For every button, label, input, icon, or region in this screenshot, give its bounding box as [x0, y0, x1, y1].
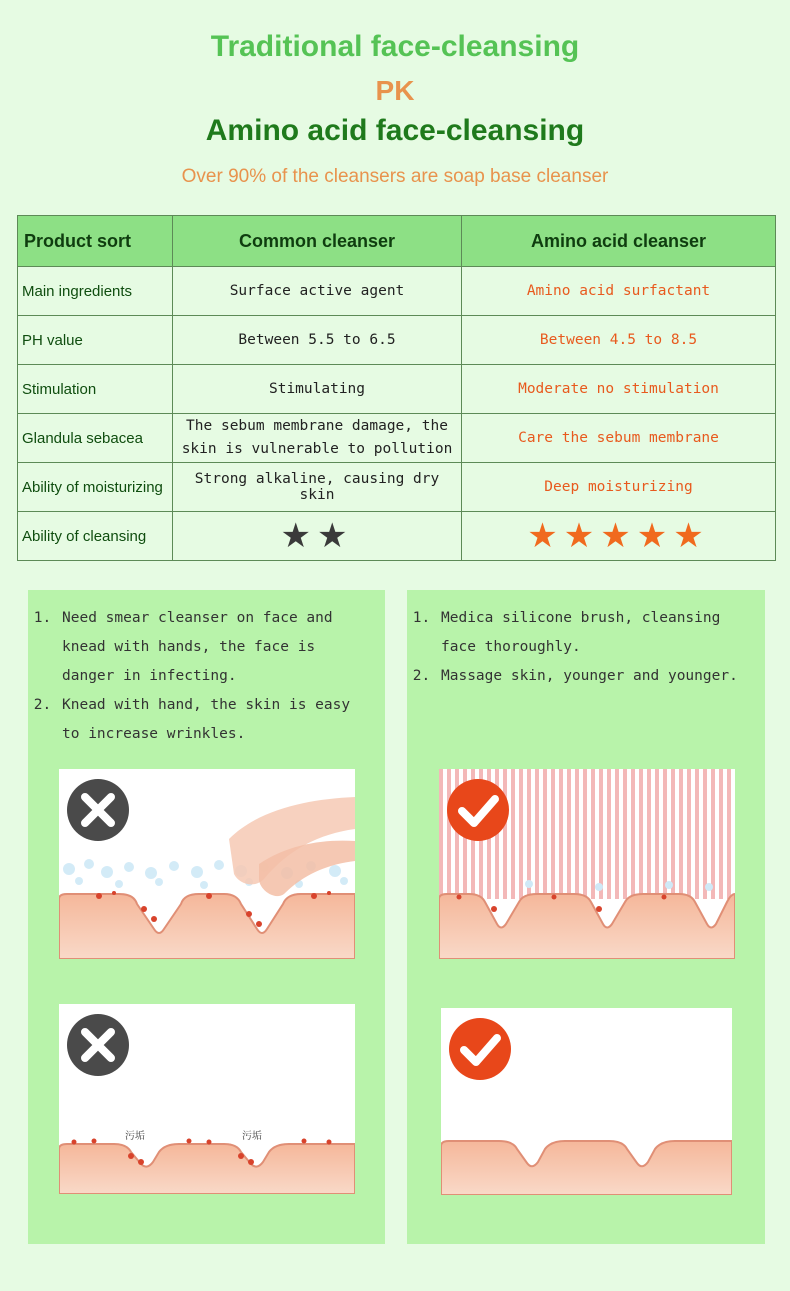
amino-value: Moderate no stimulation [462, 365, 776, 414]
residue-skin-illustration [59, 1004, 355, 1194]
list-item: 1. Medica silicone brush, cleansing face thoroughly. [439, 604, 755, 662]
header-amino-cleanser: Amino acid cleanser [462, 216, 776, 267]
traditional-method-list [28, 590, 385, 749]
star-icon: ★ [563, 517, 601, 555]
amino-method-panel [407, 590, 765, 1244]
amino-star-rating [462, 512, 776, 561]
table-row [18, 463, 776, 512]
list-item: 2. Knead with hand, the skin is easy to increase wrinkles. [60, 691, 375, 749]
title-line-3: Amino acid face-cleansing [205, 114, 585, 147]
dirt-label: 污垢 [242, 1131, 262, 1142]
table-row [18, 512, 776, 561]
star-icon: ★ [280, 517, 317, 555]
row-label: Ability of cleansing [18, 512, 173, 561]
row-label: Stimulation [18, 365, 173, 414]
amino-value: Care the sebum membrane [462, 414, 776, 463]
check-icon [449, 1018, 511, 1080]
star-icon: ★ [317, 517, 354, 555]
row-label: Main ingredients [18, 267, 173, 316]
amino-value: Between 4.5 to 8.5 [462, 316, 776, 365]
common-value: Strong alkaline, causing dry skin [173, 463, 462, 512]
star-icon: ★ [600, 517, 637, 555]
title-pk: PK [375, 75, 415, 106]
list-item: 1. Need smear cleanser on face and knead with hands, the face is danger in infecting. [60, 604, 375, 691]
amino-value: Amino acid surfactant [462, 267, 776, 316]
common-value: Stimulating [173, 365, 462, 414]
header-common-cleanser: Common cleanser [173, 216, 462, 267]
common-star-rating [173, 512, 462, 561]
table-row [18, 365, 776, 414]
cross-icon [67, 779, 129, 841]
star-icon: ★ [636, 517, 674, 555]
table-row [18, 267, 776, 316]
clean-skin-illustration [441, 1008, 732, 1195]
traditional-method-panel [28, 590, 385, 1244]
star-icon: ★ [673, 517, 710, 555]
subtitle: Over 90% of the cleansers are soap base cleanser [181, 166, 609, 187]
kneading-skin-illustration [59, 769, 355, 959]
row-label: PH value [18, 316, 173, 365]
star-icon: ★ [527, 517, 564, 555]
row-label: Ability of moisturizing [18, 463, 173, 512]
brush-cleansing-illustration [439, 769, 735, 959]
cross-icon [67, 1014, 129, 1076]
table-header-row [18, 216, 776, 267]
table-row [18, 414, 776, 463]
row-label: Glandula sebacea [18, 414, 173, 463]
amino-value: Deep moisturizing [462, 463, 776, 512]
dirt-label: 污垢 [125, 1131, 145, 1142]
header-product-sort: Product sort [18, 216, 173, 267]
title-line-1: Traditional face-cleansing [210, 30, 580, 63]
common-value: The sebum membrane damage, the skin is vulnerable to pollution [173, 414, 462, 463]
check-icon [447, 779, 509, 841]
common-value: Surface active agent [173, 267, 462, 316]
table-row [18, 316, 776, 365]
amino-method-list [407, 590, 765, 691]
list-item: 2. Massage skin, younger and younger. [439, 662, 755, 691]
common-value: Between 5.5 to 6.5 [173, 316, 462, 365]
comparison-table [17, 215, 776, 561]
